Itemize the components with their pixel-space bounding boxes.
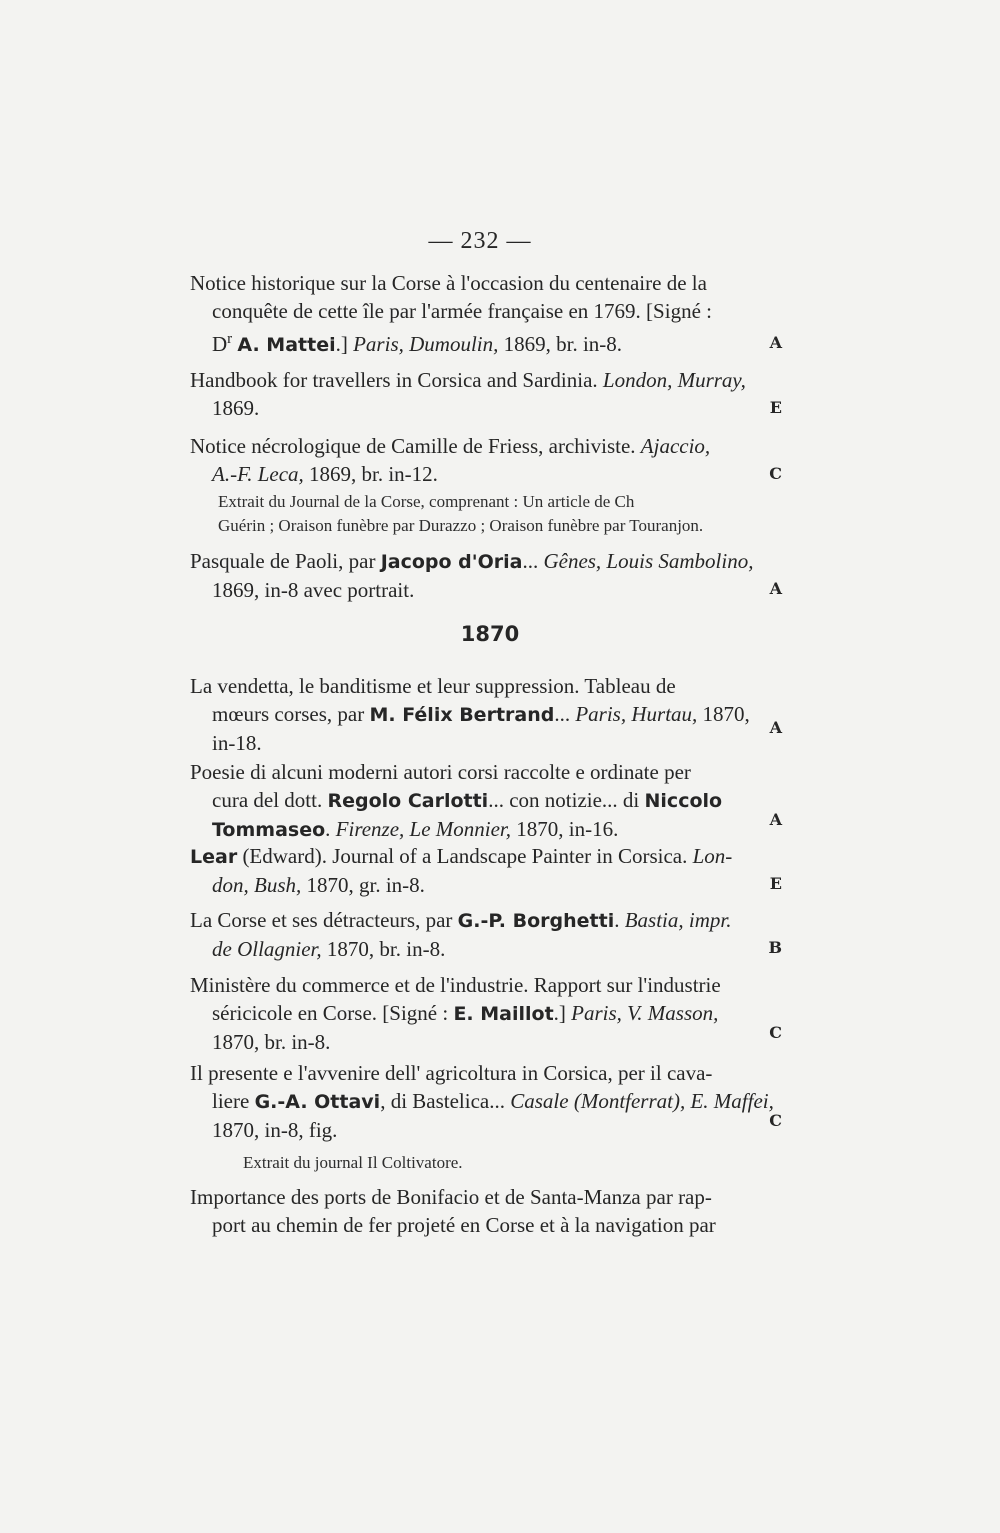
entry-line: Importance des ports de Bonifacio et de Santa-Manza par rap- — [190, 1185, 712, 1209]
entry-text: liere — [212, 1089, 255, 1113]
author-name: G.-A. Ottavi — [254, 1091, 381, 1113]
entry-text: ... — [554, 702, 576, 726]
entry-line: 1870, br. in-8. — [212, 1030, 331, 1054]
entry-line: 1869, in-8 avec portrait. — [212, 578, 415, 602]
entry-line — [190, 786, 782, 815]
publisher: Casale (Montferrat), E. Maffei, — [510, 1089, 774, 1113]
library-code: E — [769, 874, 782, 893]
entry-line — [190, 842, 782, 871]
publisher: London, Murray, — [602, 368, 746, 392]
entry-line: Poesie di alcuni moderni autori corsi raccolte e ordinate per — [190, 760, 691, 784]
publisher: de Ollagnier, — [212, 937, 322, 961]
library-code: C — [769, 1023, 782, 1042]
entry-text: ... — [522, 549, 544, 573]
entry-line: Notice historique sur la Corse à l'occasion du centenaire de la — [190, 271, 707, 295]
bibliography-entry — [190, 971, 782, 1056]
publisher: Gênes, Louis Sambolino, — [543, 549, 754, 573]
author-name: Niccolo — [644, 790, 723, 812]
bibliography-entry — [190, 1183, 782, 1239]
library-code: A — [769, 579, 782, 598]
bibliography-entry — [190, 269, 782, 359]
publisher: Ajaccio, — [640, 434, 711, 458]
entry-text: 1869, br. in-12. — [303, 462, 438, 486]
entry-text: cura del dott. — [212, 788, 328, 812]
entry-note — [218, 490, 703, 538]
author-name: G.-P. Borghetti — [457, 910, 615, 932]
entry-line — [190, 460, 782, 488]
publisher: Firenze, Le Monnier, — [335, 817, 512, 841]
page-number: — 232 — — [428, 228, 532, 254]
entry-line: Ministère du commerce et de l'industrie. Rapport sur l'industrie — [190, 973, 721, 997]
author-name: Tommaseo — [212, 819, 326, 841]
author-name: M. Félix Bertrand — [369, 704, 555, 726]
author-name: Regolo Carlotti — [327, 790, 489, 812]
library-code: B — [768, 938, 782, 957]
entry-text: Pasquale de Paoli, par — [190, 549, 381, 573]
bibliography-entry — [190, 842, 782, 899]
library-code: E — [769, 398, 782, 417]
bibliography-entry — [190, 906, 782, 963]
entry-text: Handbook for travellers in Corsica and Sardinia. — [190, 368, 603, 392]
note-line: Guérin ; Oraison funèbre par Durazzo ; Oraison funèbre par Touranjon. — [218, 516, 704, 535]
library-code: C — [769, 464, 782, 483]
note-line: Extrait du Journal de la Corse, comprenant : Un article de Ch — [218, 492, 635, 511]
publisher: Paris, V. Masson, — [571, 1001, 719, 1025]
author-name: Lear — [190, 846, 238, 868]
publisher: Paris, Hurtau, — [575, 702, 698, 726]
entry-line: port au chemin de fer projeté en Corse et à la navigation par — [212, 1213, 716, 1237]
entry-line — [190, 325, 782, 359]
entry-text: .] — [335, 332, 354, 356]
entry-line: 1869. — [212, 396, 260, 420]
entry-text: 1870, br. in-8. — [321, 937, 446, 961]
entry-text: . — [614, 908, 625, 932]
publisher: Paris, Dumoulin, — [353, 332, 499, 356]
author-name: A. Mattei — [237, 334, 336, 356]
entry-line — [190, 871, 782, 899]
section-year-heading: 1870 — [460, 622, 520, 646]
entry-line: Il presente e l'avvenire dell' agricoltura in Corsica, per il cava- — [190, 1061, 713, 1085]
bibliography-entry — [190, 432, 782, 488]
entry-text: , di Bastelica... — [380, 1089, 511, 1113]
bibliography-entry — [190, 366, 782, 422]
entry-line — [190, 432, 782, 460]
entry-line — [190, 547, 782, 576]
bibliography-entry — [190, 1059, 782, 1144]
entry-text: séricicole en Corse. [Signé : — [212, 1001, 454, 1025]
publisher: Bastia, impr. — [624, 908, 732, 932]
entry-text: 1870, — [697, 702, 750, 726]
title-abbrev: D — [212, 332, 228, 356]
entry-text: ... con notizie... di — [488, 788, 645, 812]
entry-line — [190, 935, 782, 963]
entry-line: in-18. — [212, 731, 262, 755]
entry-text: 1870, in-16. — [511, 817, 619, 841]
entry-note: Extrait du journal Il Coltivatore. — [243, 1153, 463, 1172]
library-code: A — [769, 333, 782, 352]
entry-line — [190, 906, 782, 935]
entry-line: La vendetta, le banditisme et leur suppression. Tableau de — [190, 674, 676, 698]
author-name: Jacopo d'Oria — [380, 551, 523, 573]
entry-line — [190, 815, 782, 844]
entry-line — [190, 1087, 782, 1116]
entry-line: conquête de cette île par l'armée française en 1769. [Signé : — [212, 299, 712, 323]
library-code: C — [769, 1111, 782, 1130]
entry-line — [190, 700, 782, 729]
publisher: A.-F. Leca, — [212, 462, 304, 486]
entry-text: 1869, br. in-8. — [498, 332, 623, 356]
entry-text: Notice nécrologique de Camille de Friess, archiviste. — [190, 434, 641, 458]
library-code: A — [769, 718, 782, 737]
author-name: E. Maillot — [453, 1003, 554, 1025]
bibliography-entry — [190, 672, 782, 757]
entry-text: La Corse et ses détracteurs, par — [190, 908, 458, 932]
entry-text: (Edward). Journal of a Landscape Painter in Corsica. — [237, 844, 693, 868]
entry-text: mœurs corses, par — [212, 702, 370, 726]
publisher: Lon- — [692, 844, 733, 868]
entry-text: . — [325, 817, 336, 841]
bibliography-entry — [190, 547, 782, 604]
entry-text: 1870, gr. in-8. — [301, 873, 425, 897]
library-code: A — [769, 810, 782, 829]
publisher: don, Bush, — [212, 873, 302, 897]
title-abbrev-sup: r — [227, 331, 233, 347]
bibliography-entry — [190, 758, 782, 844]
entry-line — [190, 999, 782, 1028]
entry-line — [190, 366, 782, 394]
entry-text: .] — [553, 1001, 572, 1025]
entry-line: 1870, in-8, fig. — [212, 1118, 338, 1142]
